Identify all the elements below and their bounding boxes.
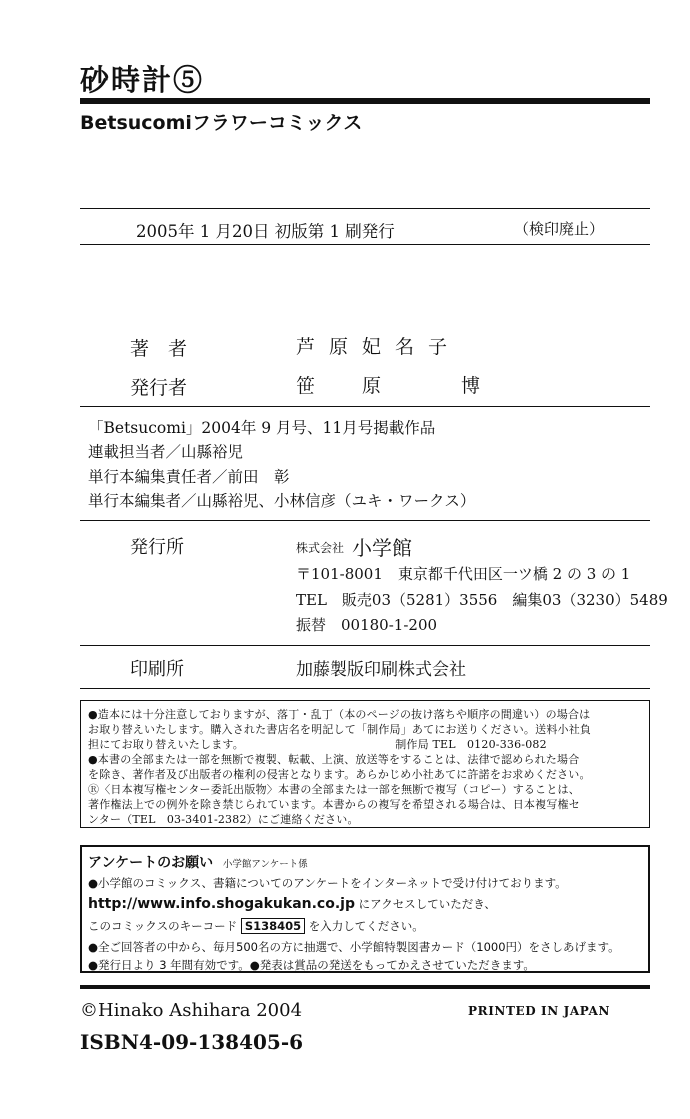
survey-heading-row <box>88 852 308 872</box>
isbn: ISBN4-09-138405-6 <box>80 1030 304 1054</box>
divider-date <box>80 244 650 245</box>
divider-publisher <box>80 645 650 646</box>
notice-line: Ⓡ〈日本複写権センター委託出版物〉本書の全部または一部を無断で複写（コピー）することは、 <box>88 783 580 796</box>
divider-people <box>80 406 650 407</box>
copyright: ©Hinako Ashihara 2004 <box>80 1000 303 1021</box>
publisher-person-role: 発行者 <box>130 377 188 399</box>
notice-line: ●造本には十分注意しておりますが、落丁・乱丁（本のページの抜け落ちや順序の間違い）の場合は <box>88 708 591 721</box>
publisher-label: 発行所 <box>130 537 184 558</box>
book-title: 砂時計⑤ <box>80 63 205 97</box>
printer-label: 印刷所 <box>130 659 184 680</box>
seal-note: （検印廃止） <box>514 220 605 238</box>
credit-line: 連載担当者／山縣裕児 <box>88 443 244 461</box>
author-role: 著 者 <box>130 338 188 360</box>
notice-line: お取り替えいたします。購入された書店名を明記して「制作局」あてにお送りください。送料小社負 <box>88 723 592 736</box>
author-name: 芦原妃名子 <box>296 336 462 358</box>
survey-key-suffix: を入力してください。 <box>308 919 424 933</box>
survey-url-link[interactable]: http://www.info.shogakukan.co.jp <box>88 896 355 912</box>
credit-line: 単行本編集者／山縣裕児、小林信彦（ユキ・ワークス） <box>88 492 476 510</box>
survey-line: ●小学館のコミックス、書籍についてのアンケートをインターネットで受け付けております。 <box>88 876 567 890</box>
notice-line: ●本書の全部または一部を無断で複製、転載、上演、放送等をすることは、法律で認められた場合 <box>88 753 580 766</box>
publisher-name: 小学館 <box>352 536 412 560</box>
publisher-address: 〒101-8001 東京都千代田区一ツ橋 2 の 3 の 1 <box>296 565 631 583</box>
survey-url-row <box>88 896 496 912</box>
publisher-person-name: 笹 原 博 <box>296 375 495 397</box>
survey-heading: アンケートのお願い <box>88 855 214 871</box>
survey-line: ●全ご回答者の中から、毎月500名の方に抽選で、小学館特製図書カード（1000円）をさしあげます。 <box>88 940 620 954</box>
survey-line: ●発行日より 3 年間有効です。●発表は賞品の発送をもってかえさせていただきます。 <box>88 958 535 972</box>
credit-line: 「Betsucomi」2004年 9 月号、11月号掲載作品 <box>88 419 436 437</box>
divider-top <box>80 208 650 209</box>
notice-line: ンター（TEL 03-3401-2382）にご連絡ください。 <box>88 813 359 826</box>
publisher-transfer: 振替 00180-1-200 <box>296 616 438 634</box>
printer-name: 加藤製版印刷株式会社 <box>296 660 466 680</box>
divider-credits <box>80 520 650 521</box>
divider-printer <box>80 688 650 689</box>
survey-key-prefix: このコミックスのキーコード <box>88 919 238 933</box>
notice-line: 著作権法上での例外を除き禁じられています。本書からの複写を希望される場合は、日本複写権セ <box>88 798 580 811</box>
notice-line: を除き、著作者及び出版者の権利の侵害となります。あらかじめ小社あてに許諾をお求めください。 <box>88 768 591 781</box>
notice-line: 担にてお取り替えいたします。 制作局 TEL 0120-336-082 <box>88 738 547 751</box>
corp-prefix: 株式会社 <box>296 541 345 555</box>
survey-key-row <box>88 918 424 934</box>
series-label: Betsucomiフラワーコミックス <box>80 112 363 134</box>
publisher-tel: TEL 販売03（5281）3556 編集03（3230）5489 <box>296 591 668 609</box>
survey-url-suffix: にアクセスしていただき、 <box>358 897 496 911</box>
bottom-rule <box>80 985 650 989</box>
publication-date: 2005年 1 月20日 初版第 1 刷発行 <box>136 222 395 241</box>
printed-in: PRINTED IN JAPAN <box>468 1004 611 1018</box>
survey-heading-sub: 小学館アンケート係 <box>222 859 308 870</box>
survey-key-code: S138405 <box>241 918 305 934</box>
credit-line: 単行本編集責任者／前田 彰 <box>88 468 290 486</box>
title-rule <box>80 98 650 104</box>
